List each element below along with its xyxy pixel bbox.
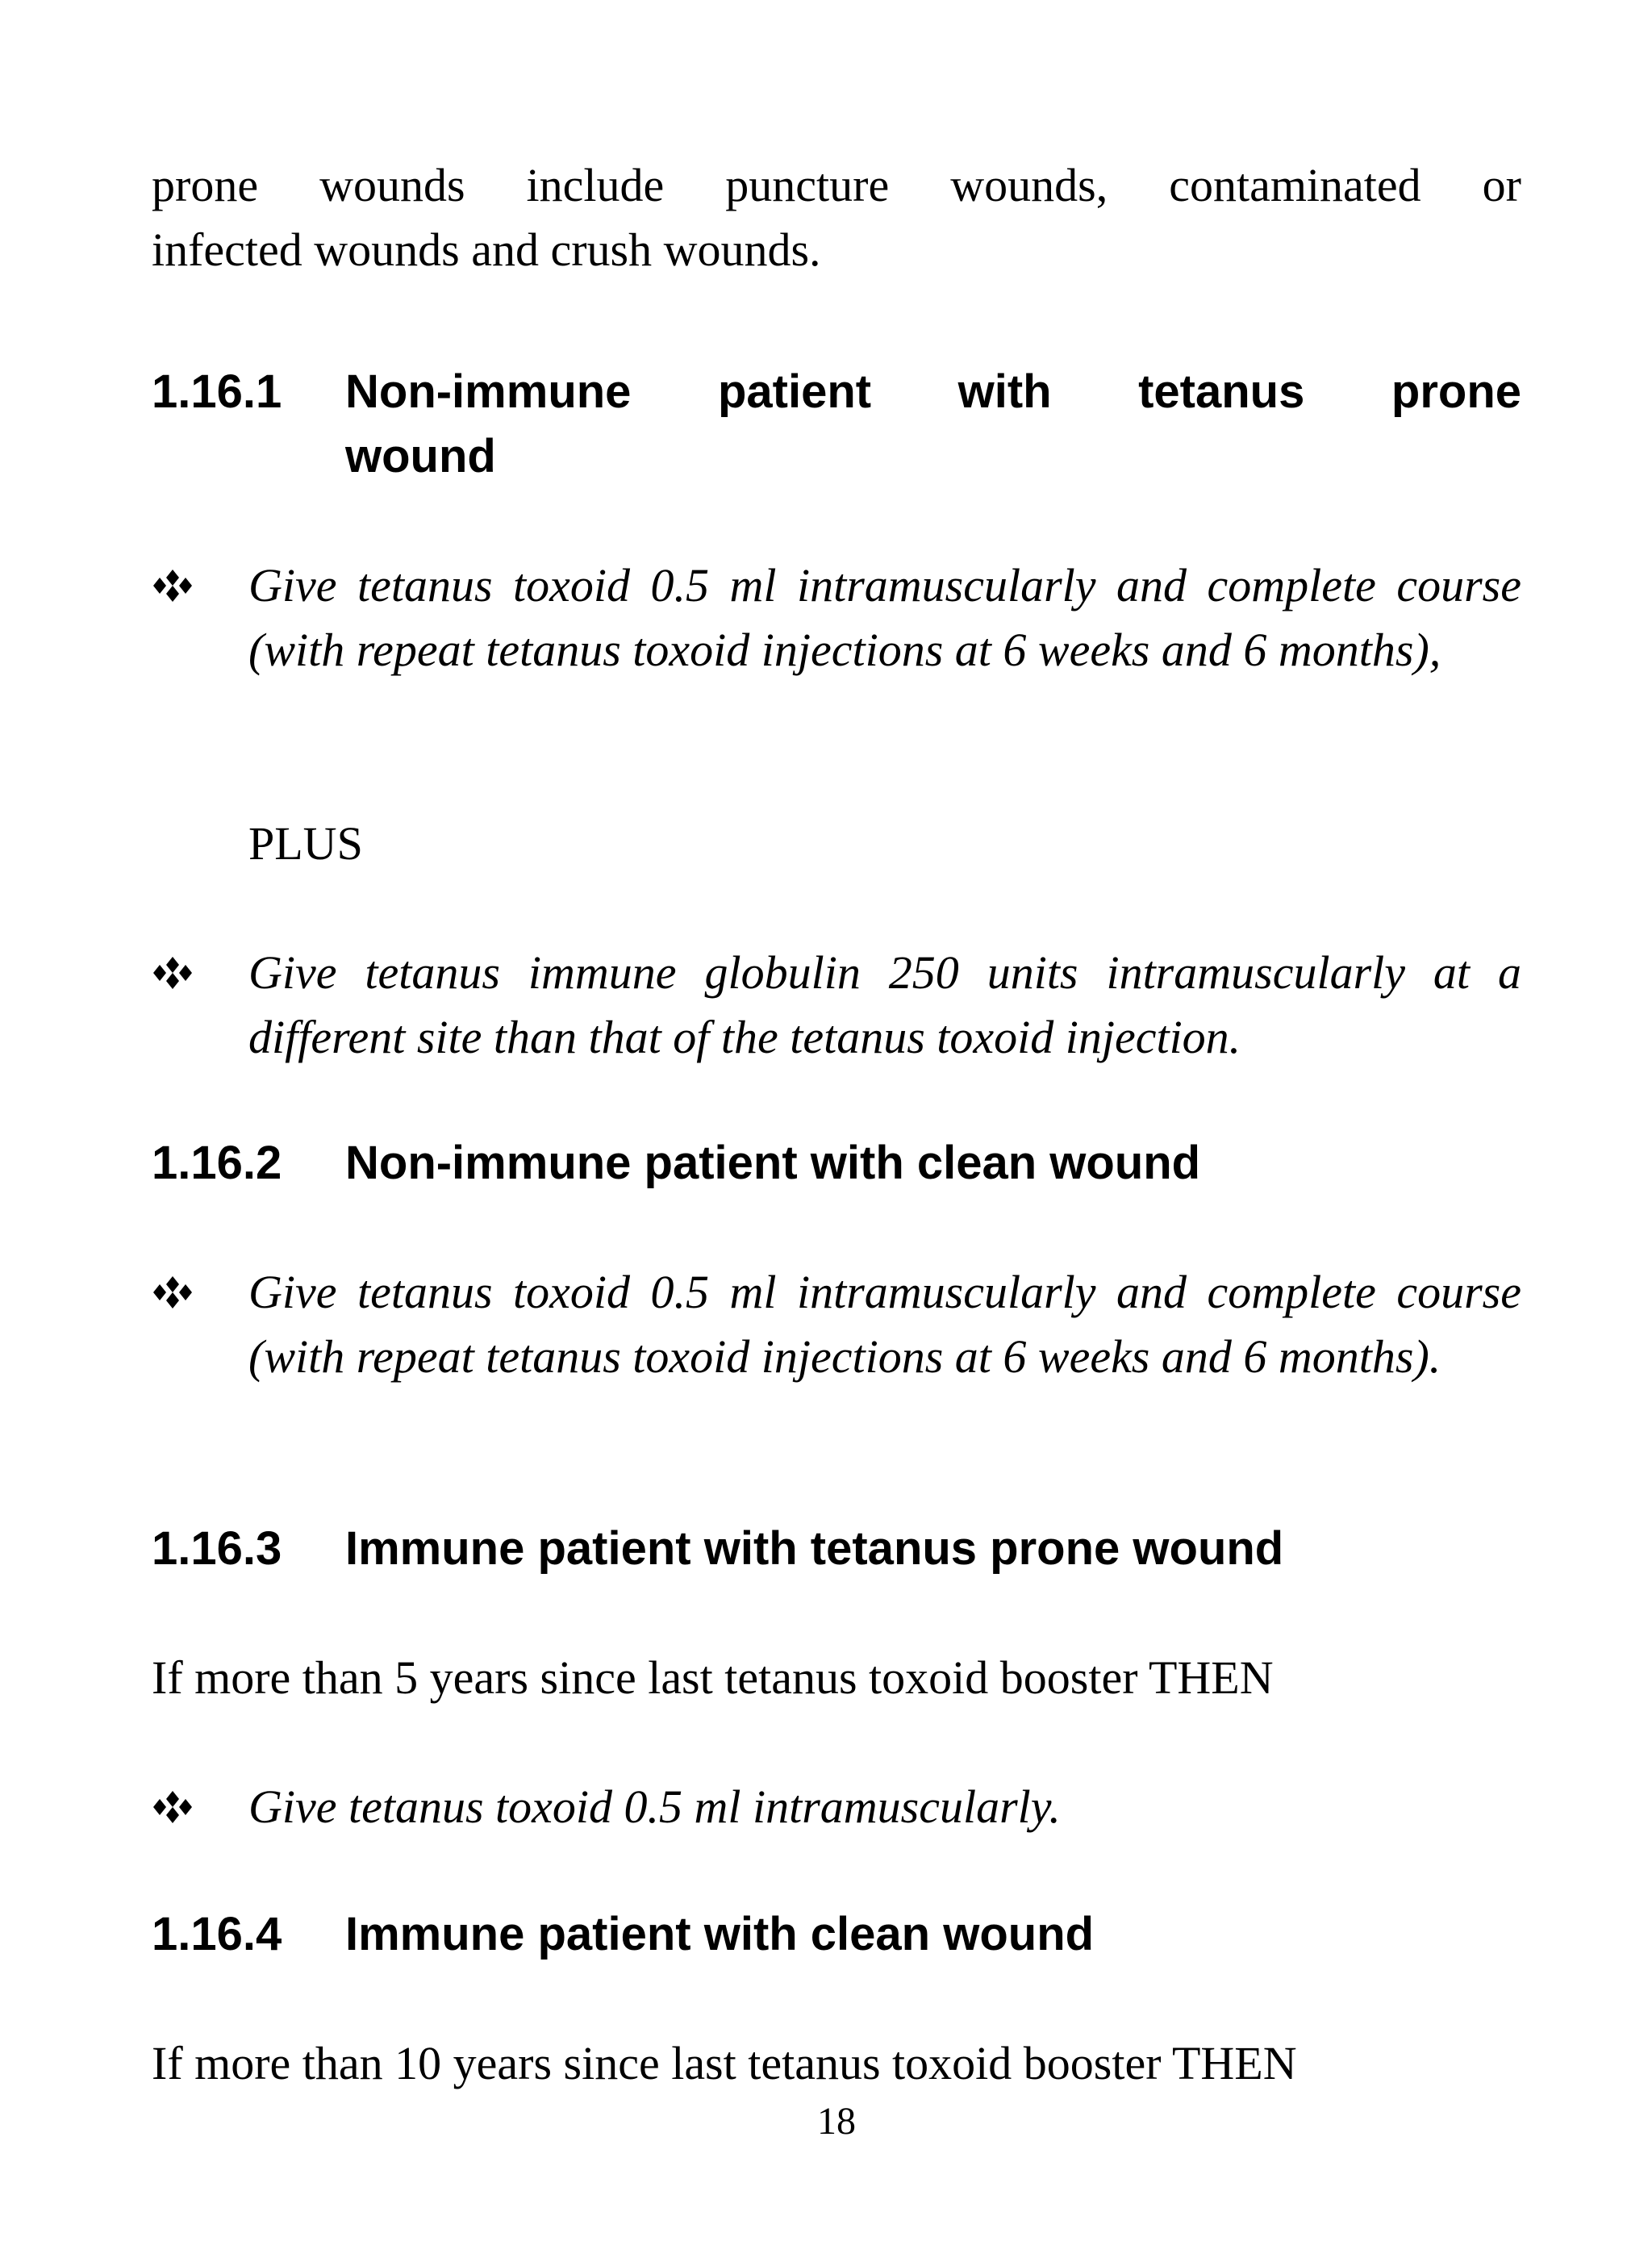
section-heading-1-16-4 <box>152 1902 1521 1967</box>
bullet-text: Give tetanus toxoid 0.5 ml intramuscularly. <box>248 1780 1061 1833</box>
section-number: 1.16.4 <box>152 1908 282 1960</box>
page-number: 18 <box>817 2100 856 2143</box>
document-page <box>152 0 1521 2258</box>
four-diamond-bullet-icon <box>152 1791 194 1823</box>
section-title: Non-immune patient with clean wound <box>345 1137 1201 1189</box>
condition-text: If more than 10 years since last tetanus toxoid booster THEN <box>152 2037 1297 2089</box>
connector-plus: PLUS <box>248 817 363 870</box>
intro-paragraph <box>152 153 1521 282</box>
section-title-line-2: wound <box>345 430 496 482</box>
bullet-text: Give tetanus toxoid 0.5 ml intramuscularly and complete course (with repeat tetanus toxoid injections at 6 weeks and 6 months). <box>248 1266 1521 1383</box>
bullet-text: Give tetanus toxoid 0.5 ml intramuscularly and complete course (with repeat tetanus toxoid injections at 6 weeks and 6 months), <box>248 559 1521 676</box>
section-title <box>345 360 1521 489</box>
four-diamond-bullet-icon <box>152 570 194 602</box>
section-number: 1.16.2 <box>152 1137 282 1189</box>
section-heading-1-16-2 <box>152 1131 1521 1196</box>
four-diamond-bullet-icon <box>152 957 194 989</box>
section-title: Immune patient with tetanus prone wound <box>345 1522 1284 1575</box>
section-title: Immune patient with clean wound <box>345 1908 1095 1960</box>
intro-line-1: prone wounds include puncture wounds, contaminated or <box>152 159 1521 211</box>
section-heading-1-16-3 <box>152 1517 1521 1581</box>
section-number: 1.16.3 <box>152 1522 282 1575</box>
section-title-line-1: Non-immune patient with tetanus prone <box>345 365 1521 418</box>
section-heading-1-16-1 <box>152 360 1521 489</box>
four-diamond-bullet-icon <box>152 1276 194 1308</box>
intro-line-2: infected wounds and crush wounds. <box>152 223 821 276</box>
condition-text: If more than 5 years since last tetanus toxoid booster THEN <box>152 1651 1274 1704</box>
bullet-text: Give tetanus immune globulin 250 units intramuscularly at a different site than that of the tetanus toxoid injection. <box>248 946 1521 1063</box>
section-number: 1.16.1 <box>152 365 282 418</box>
